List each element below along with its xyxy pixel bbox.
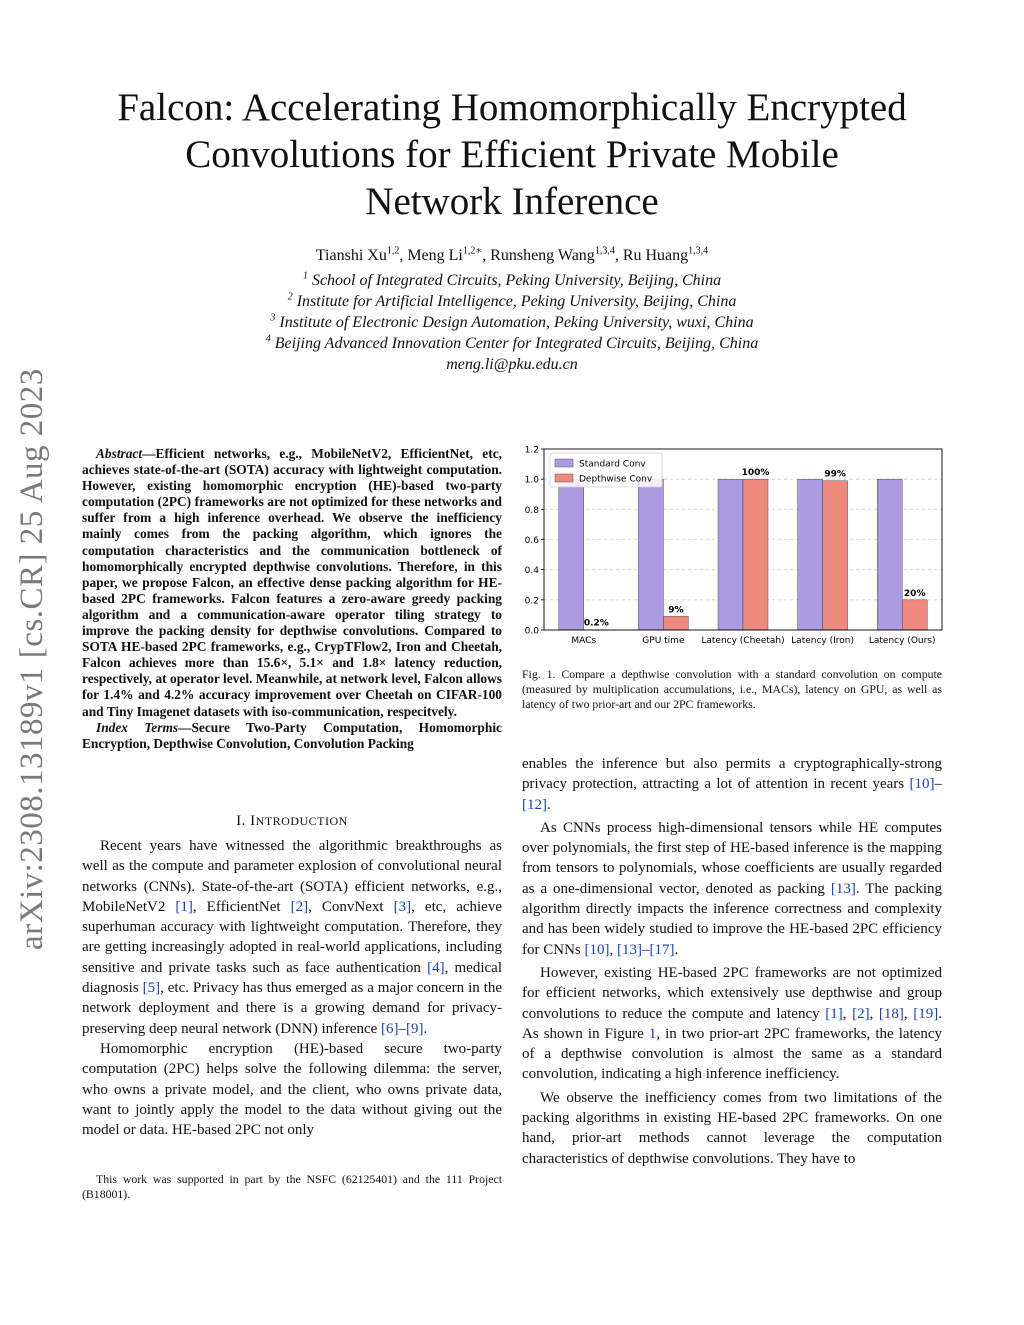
y-tick-label: 0.8 (524, 505, 539, 516)
figure-reference-link[interactable]: 1 (648, 1025, 657, 1042)
data-label: 20% (903, 588, 926, 599)
affiliation (130, 313, 894, 333)
legend-label: Standard Conv (579, 459, 646, 470)
citation-link[interactable]: [3] (393, 898, 412, 915)
citation-link[interactable]: [18] (878, 1005, 904, 1022)
y-tick-label: 0.4 (524, 566, 539, 577)
data-label: 100% (741, 468, 770, 479)
affil-number: 4 (265, 333, 271, 345)
section-number: I. (236, 813, 246, 829)
citation-link[interactable]: [5] (142, 980, 161, 997)
title-line: Network Inference (365, 180, 659, 223)
paper-title (60, 84, 964, 225)
bar-standard-conv (718, 479, 743, 630)
affiliation (130, 271, 894, 291)
right-paragraph-3: We observe the inefficiency comes from two limitations of the packing algorithms in existing HE-based 2PC frameworks. On one hand, prior-art methods cannot leverage the computation characteristics of depthwise convolutions. They have to (522, 1089, 942, 1167)
y-tick-label: 0.2 (524, 596, 539, 607)
y-tick-label: 0.6 (524, 536, 539, 546)
x-tick-label: MACs (571, 636, 597, 646)
intro-paragraph-1: Recent years have witnessed the algorithmic breakthroughs as well as the compute and parameter explosion of convolutional neural networks (CNNs). State-of-the-art (SOTA) efficient networks, e.g., MobileNetV2 [1], EfficientNet [2], ConvNext [3], etc, achieve superhuman accuracy with lightweight computation. Therefore, they are getting increasingly adopted in real-world applications, including sensitive and private tasks such as face authentication [4], medical diagnosis [5], etc. Privacy has thus emerged as a major concern in the network deployment and there is a growing demand for privacy-preserving deep neural network (DNN) inference [6]–[9]. (82, 838, 502, 1037)
citation-link[interactable]: [19] (913, 1005, 939, 1022)
affil-number: 2 (287, 291, 293, 303)
y-tick-label: 1.0 (524, 475, 539, 486)
section-heading (82, 813, 502, 830)
section-initial: I (250, 813, 256, 829)
index-terms-text: —Secure Two-Party Computation, Homomorphic Encryption, Depthwise Convolution, Convolution Packing (82, 719, 502, 751)
email: meng.li@pku.edu.cn (446, 356, 578, 373)
x-tick-label: Latency (Cheetah) (701, 636, 785, 646)
index-terms (82, 720, 502, 752)
bar-standard-conv (638, 479, 663, 630)
citation-link[interactable]: [6] (381, 1020, 399, 1037)
figure-1-chart (516, 440, 948, 652)
citation-link[interactable]: [10] (584, 941, 610, 958)
affil-text: Institute for Artificial Intelligence, Peking University, Beijing, China (296, 293, 737, 310)
title-line: Convolutions for Efficient Private Mobile (185, 133, 839, 176)
author-affil-mark: 1,3,4 (594, 245, 615, 257)
affil-text: Beijing Advanced Innovation Center for Integrated Circuits, Beijing, China (274, 335, 759, 352)
author-affil-mark: 1,2∗ (462, 245, 483, 257)
author-name: Meng Li (407, 247, 463, 264)
x-tick-label: Latency (Ours) (868, 636, 936, 646)
citation-link[interactable]: [10] (909, 776, 935, 793)
citation-link[interactable]: [4] (427, 959, 445, 976)
author-name: Runsheng Wang (490, 247, 595, 264)
author-list: Tianshi Xu$^{1,2}$, Meng $Li^{1,2∗}$, Runsheng Wang$^{1,3,4}$, Ru Huang$^{1,3,4}$ (315, 245, 709, 264)
right-column-body (522, 754, 942, 1169)
citation-link[interactable]: [2] (852, 1005, 870, 1022)
footnote: This work was supported in part by the NSFC (62125401) and the 111 Project (B18001). (82, 1172, 502, 1201)
abstract (82, 446, 502, 720)
legend-label: Depthwise Conv (579, 474, 653, 485)
abstract-label: Abstract (96, 446, 143, 461)
intro-paragraph-2: Homomorphic encryption (HE)-based secure two-party computation (2PC) helps solve the following dilemma: the server, who owns a private model, and the client, who owns private data, want to jointly apply the model to the data without giving out the model or data. HE-based 2PC not only (82, 1040, 502, 1139)
section-title-rest: NTRODUCTION (255, 814, 348, 828)
x-tick-label: Latency (Iron) (791, 636, 855, 646)
affil-number: 1 (302, 270, 308, 282)
author-affil-mark: 1,2 (386, 245, 400, 257)
bar-standard-conv (798, 479, 823, 630)
figure-caption: Fig. 1. Compare a depthwise convolution with a standard convolution on compute (measured by multiplication accumulations, i.e., MACs), latency on GPU, as well as latency of two prior-art and our 2PC frameworks. (522, 667, 942, 711)
citation-link[interactable]: [17] (649, 941, 675, 958)
right-paragraph-0: enables the inference but also permits a cryptographically-strong privacy protection, attracting a lot of attention in recent years [10]–[12]. (522, 756, 942, 813)
affil-text: Institute of Electronic Design Automation, Peking University, wuxi, China (279, 314, 754, 331)
legend-swatch (555, 474, 573, 482)
citation-link[interactable]: [9] (406, 1020, 424, 1037)
legend-swatch (555, 459, 573, 467)
y-tick-label: 0.0 (524, 626, 539, 637)
citation-link[interactable]: [12] (522, 796, 547, 813)
citation-link[interactable]: [1] (175, 898, 193, 915)
abstract-block (82, 446, 502, 752)
author-name: Tianshi Xu (315, 247, 387, 264)
bar-standard-conv (877, 479, 902, 630)
data-label: 99% (824, 469, 846, 480)
citation-link[interactable]: [13] (617, 941, 642, 958)
author-affil-mark: 1,3,4 (688, 245, 709, 257)
bar-depthwise-conv (823, 481, 848, 630)
citation-link[interactable]: [2] (290, 898, 309, 915)
data-label: 9% (668, 605, 684, 616)
intro-body (82, 836, 502, 1140)
abstract-text: —Efficient networks, e.g., MobileNetV2, EfficientNet, etc, achieves state-of-the-art (SOTA) accuracy with lightweight computation. However, existing homomorphic encryption (HE)-based two-party computation (2PC) frameworks are not optimized for these networks and suffer from a high inference overhead. We observe the inefficiency mainly comes from the packing algorithm, which ignores the computation characteristics and the communication bottleneck of homomorphically encrypted depthwise convolutions. Therefore, in this paper, we propose Falcon, an effective dense packing algorithm for HE-based 2PC frameworks. Falcon features a zero-aware greedy packing algorithm and a communication-aware operator tiling strategy to improve the packing density for depthwise convolutions. Compared to SOTA HE-based 2PC frameworks, e.g., CrypTFlow2, Iron and Cheetah, Falcon achieves more than 15.6×, 5.1× and 1.8× latency reduction, respectively, at operator level. Meanwhile, at network level, Falcon allows for 1.4% and 4.2% accuracy improvement over Cheetah on CIFAR-100 and Tiny Imagenet datasets with iso-communication, respecitvely. (82, 446, 502, 719)
affil-number: 3 (270, 312, 276, 324)
right-paragraph-1: As CNNs process high-dimensional tensors while HE computes over polynomials, the first step of HE-based inference is the mapping from tensors to polynomials, whose coefficients are usually regarded as a one-dimensional vector, denoted as packing [13]. The packing algorithm directly impacts the inference correctness and complexity and has been widely studied to improve the HE-based 2PC efficiency for CNNs [10], [13]–[17]. (522, 819, 942, 958)
y-tick-label: 1.2 (524, 445, 539, 456)
arxiv-stamp: arXiv:2308.13189v1 [cs.CR] 25 Aug 2023 (14, 368, 50, 950)
title-line: Falcon: Accelerating Homomorphically Encrypted (117, 86, 907, 129)
affiliation (130, 334, 894, 354)
bar-standard-conv (559, 479, 584, 630)
x-tick-label: GPU time (642, 636, 685, 646)
author-name: Ru Huang (622, 247, 689, 264)
affiliation (130, 292, 894, 312)
bar-depthwise-conv (902, 600, 927, 630)
bar-depthwise-conv (743, 479, 768, 630)
right-paragraph-2: However, existing HE-based 2PC frameworks are not optimized for efficient networks, which extensively use depthwise and group convolutions to reduce the compute and latency [1], [2], [18], [19]. As shown in Figure 1, in two prior-art 2PC frameworks, the latency of a depthwise convolution is almost the same as a standard convolution, indicating a high inference inefficiency. (522, 964, 943, 1083)
data-label: 0.2% (583, 618, 609, 629)
affil-text: School of Integrated Circuits, Peking University, Beijing, China (311, 272, 722, 289)
citation-link[interactable]: [13] (830, 880, 856, 897)
index-terms-label: Index Terms (96, 719, 179, 735)
citation-link[interactable]: [1] (825, 1005, 843, 1022)
bar-depthwise-conv (663, 616, 688, 630)
